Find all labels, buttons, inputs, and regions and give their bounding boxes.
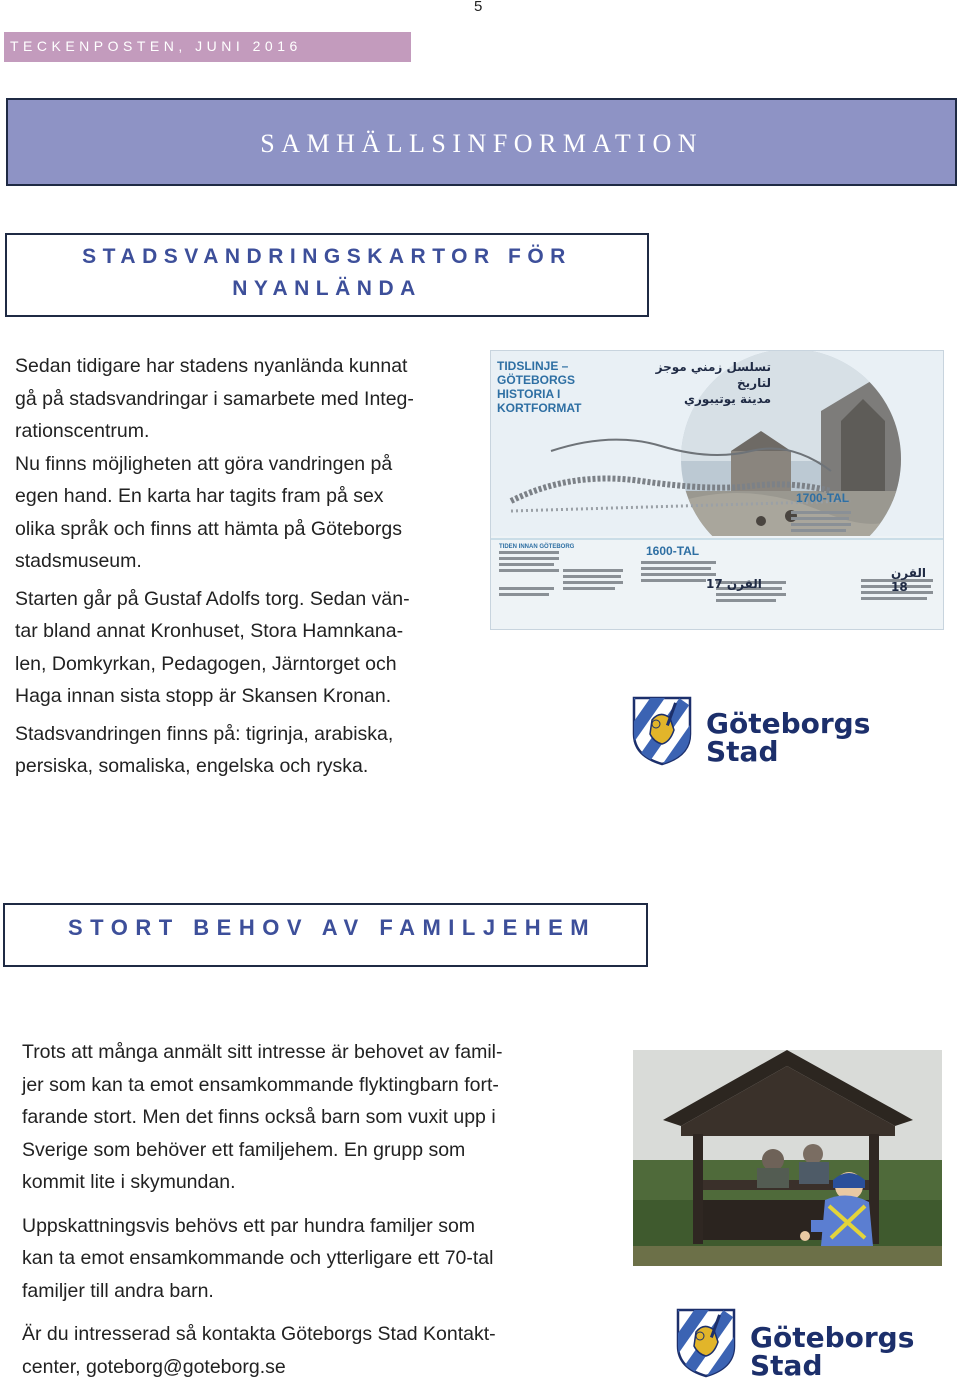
text-line: Uppskattningsvis behövs ett par hundra familjer som	[22, 1214, 476, 1237]
map-era-1600: 1600-TAL	[646, 544, 700, 558]
timeline-map-image	[490, 350, 944, 630]
text-line: gå på stadsvandringar i samarbete med Integ-	[15, 387, 414, 410]
text-line: olika språk och finns att hämta på Göteborgs	[15, 517, 402, 540]
section1-body	[15, 350, 485, 783]
map-small-head: TIDEN INNAN GÖTEBORG	[499, 544, 575, 550]
text-line: persiska, somaliska, engelska och ryska.	[15, 755, 369, 777]
city-crest-icon	[630, 694, 694, 766]
playhouse-photo-graphic	[633, 1050, 942, 1266]
text-line: stadsmuseum.	[15, 550, 142, 572]
section2-body	[22, 1036, 582, 1383]
section2-heading: STORT BEHOV AV FAMILJEHEM	[68, 915, 597, 940]
text-line: Trots att många anmält sitt intresse är behovet av famil-	[22, 1041, 503, 1063]
text-line: kommit lite i skymundan.	[22, 1171, 236, 1193]
text-line: Är du intresserad så kontakta Göteborgs Stad Kontakt-	[22, 1323, 496, 1345]
text-line: center, goteborg@goteborg.se	[22, 1355, 286, 1378]
text-line: tar bland annat Kronhuset, Stora Hamnkana-	[15, 620, 404, 642]
section1-heading-line2: NYANLÄNDA	[232, 277, 422, 300]
text-line: Haga innan sista stopp är Skansen Kronan.	[15, 685, 392, 707]
goteborgs-stad-logo	[630, 694, 870, 768]
map-title-ar-line: تسلسل زمني موجز لتاريخ	[655, 360, 771, 390]
map-era-1700: 1700-TAL	[796, 491, 850, 505]
banner-title: SAMHÄLLSINFORMATION	[260, 129, 703, 158]
goteborgs-stad-logo-2	[674, 1305, 914, 1381]
map-title-ar-line: مدينة يوتيبوري	[684, 392, 771, 406]
page-number: 5	[474, 0, 483, 15]
logo-line-2: Stad	[750, 1349, 823, 1382]
map-title-line: HISTORIA I	[497, 387, 561, 401]
map-title-line: GÖTEBORGS	[497, 373, 576, 387]
publication-bar	[4, 32, 411, 62]
text-line: Sedan tidigare har stadens nyanlända kunnat	[15, 355, 408, 377]
text-line: egen hand. En karta har tagits fram på sex	[15, 485, 384, 507]
logo-line-1: Göteborgs	[706, 707, 871, 740]
text-line: Nu finns möjligheten att göra vandringen på	[15, 452, 393, 475]
map-era-1600-ar: القرن 17	[706, 577, 762, 591]
text-line: Sverige som behöver ett familjehem. En grupp som	[22, 1138, 466, 1161]
logo-line-2: Stad	[706, 735, 779, 768]
text-line: kan ta emot ensamkommande och ytterligare ett 70-tal	[22, 1247, 494, 1269]
text-line: len, Domkyrkan, Pedagogen, Järntorget och	[15, 652, 397, 675]
map-title-line: KORTFORMAT	[497, 401, 582, 415]
publication-title: TECKENPOSTEN, JUNI 2016	[10, 38, 302, 54]
map-title-ar	[651, 359, 771, 407]
text-line: familjer till andra barn.	[22, 1279, 214, 1302]
text-line: farande stort. Men det finns också barn som vuxit upp i	[22, 1106, 496, 1128]
text-line: jer som kan ta emot ensamkommande flyktingbarn fort-	[22, 1073, 499, 1096]
section-banner	[6, 98, 957, 186]
section1-heading-box	[5, 233, 649, 317]
map-title-line: TIDSLINJE –	[497, 359, 569, 373]
text-line: Stadsvandringen finns på: tigrinja, arabiska,	[15, 722, 394, 745]
map-era-1700-ar: القرن 18	[891, 566, 926, 594]
city-crest-icon	[674, 1305, 738, 1379]
section2-heading-box	[3, 903, 648, 967]
section1-heading-line1: STADSVANDRINGSKARTOR FÖR	[82, 245, 572, 268]
map-title-sv	[497, 359, 637, 415]
playhouse-photo	[633, 1050, 942, 1266]
logo-line-1: Göteborgs	[750, 1321, 915, 1354]
text-line: rationscentrum.	[15, 420, 150, 442]
text-line: Starten går på Gustaf Adolfs torg. Sedan vän-	[15, 587, 410, 610]
